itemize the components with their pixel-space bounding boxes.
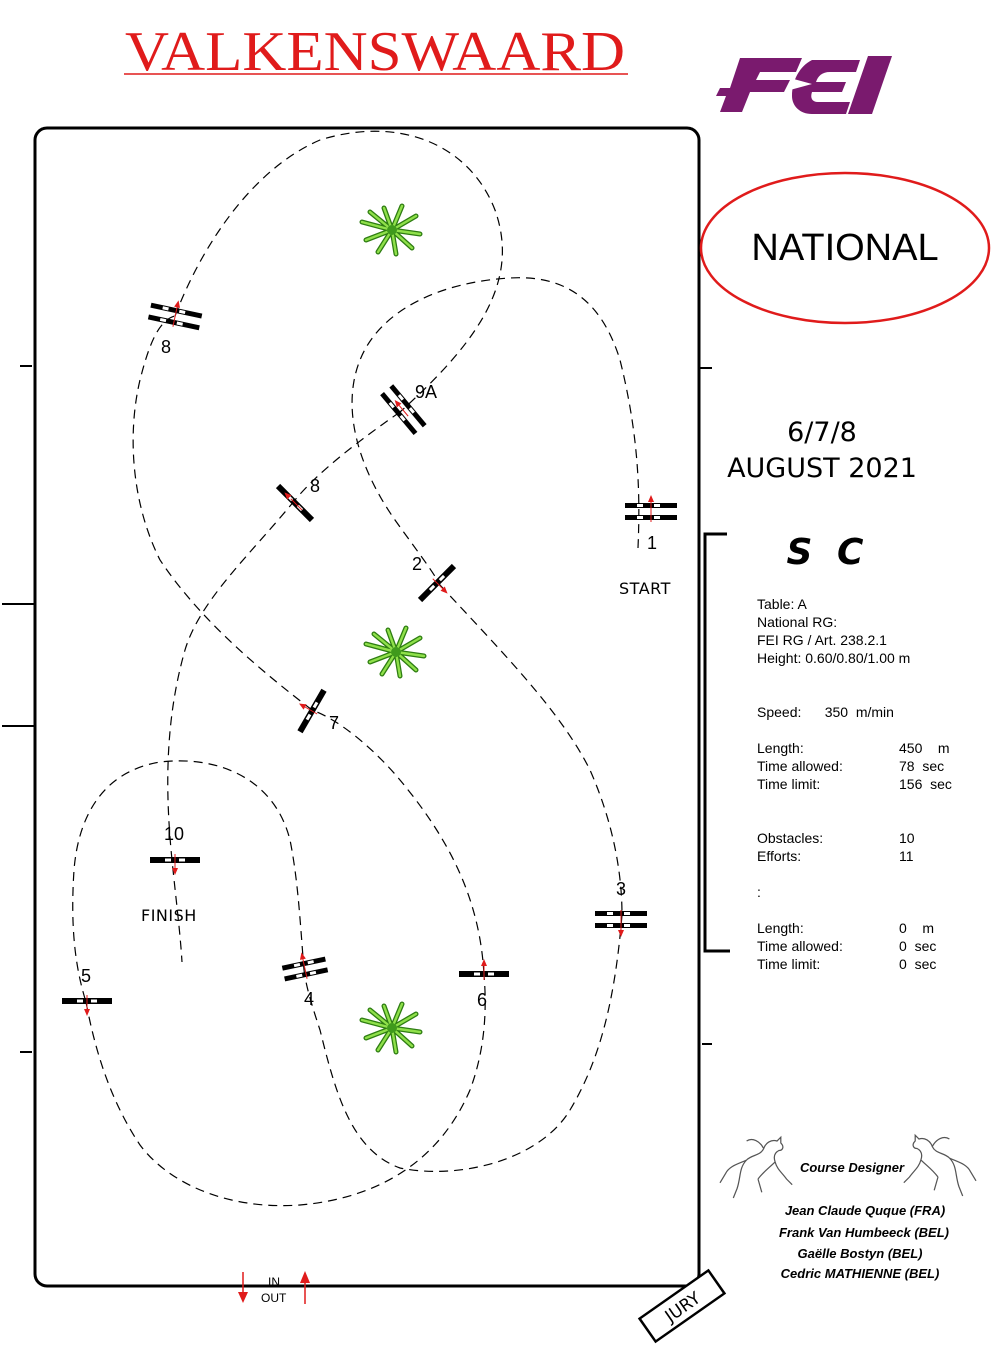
info-label: Time limit: (757, 776, 821, 792)
jury-label: JURY (661, 1288, 705, 1327)
event-date-days: 6/7/8 (787, 417, 857, 448)
info-label: Obstacles: (757, 830, 824, 846)
info-label: Table: A (757, 596, 807, 612)
obstacle-label: 8 (310, 476, 321, 496)
obstacle-label: 5 (81, 966, 92, 986)
course-designer-name: Cedric MATHIENNE (BEL) (780, 1266, 940, 1281)
info-label: Length: (757, 740, 804, 756)
obstacle-label: 4 (304, 989, 315, 1009)
info-label: Time limit: (757, 956, 821, 972)
obstacle (416, 562, 465, 611)
plant-icon (362, 206, 420, 254)
obstacle-label: 9A (415, 382, 438, 402)
info-value: 0 sec (899, 938, 937, 954)
info-value: 78 sec (899, 758, 945, 774)
info-label: Efforts: (757, 848, 802, 864)
jury-box (640, 1270, 725, 1341)
event-date-month: AUGUST 2021 (727, 453, 917, 484)
obstacle (625, 495, 677, 522)
info-value: 156 sec (899, 776, 952, 792)
course-designer-name: Gaëlle Bostyn (BEL) (797, 1246, 923, 1261)
info-label: Height: 0.60/0.80/1.00 m (757, 650, 911, 666)
obstacle-label: 7 (329, 713, 340, 733)
gate-in-label: IN (268, 1275, 280, 1289)
obstacle-label: 2 (412, 554, 423, 574)
riding-path (73, 131, 639, 1205)
course-designer-name: Frank Van Humbeeck (BEL) (778, 1225, 950, 1240)
info-value: 10 (899, 830, 915, 846)
info-label: Speed: 350 m/min (757, 704, 894, 720)
info-label: National RG: (757, 614, 838, 630)
obstacle-label: 10 (164, 824, 185, 844)
info-label: FEI RG / Art. 238.2.1 (757, 632, 887, 648)
obstacle (459, 959, 509, 980)
info-value: 11 (899, 848, 914, 864)
info-value: 0 m (899, 920, 935, 936)
obstacle-label: 8 (161, 337, 172, 357)
info-label: : (757, 884, 761, 900)
obstacle (595, 910, 647, 937)
plant-icon (366, 628, 424, 676)
obstacle (287, 683, 329, 735)
obstacle-label: 1 (647, 533, 658, 553)
course-designer-name: Jean Claude Quque (FRA) (784, 1203, 946, 1218)
info-label: Time allowed: (757, 758, 843, 774)
start-label: START (619, 579, 671, 598)
info-label: Length: (757, 920, 804, 936)
venue-title: VALKENSWAARD (125, 21, 625, 83)
finish-label: FINISH (141, 906, 197, 925)
course-designer-block (720, 1135, 976, 1281)
plant-icon (362, 1004, 420, 1052)
info-label: Time allowed: (757, 938, 843, 954)
info-panel (757, 596, 952, 972)
class-code: S C (786, 532, 870, 573)
obstacle (62, 995, 112, 1016)
obstacle (150, 854, 200, 875)
arena-markers (2, 366, 712, 1052)
info-value: 0 sec (899, 956, 937, 972)
arena-boundary (35, 128, 699, 1286)
class-badge: NATIONAL (751, 227, 939, 269)
obstacle (280, 948, 329, 984)
gate-out-label: OUT (261, 1291, 287, 1305)
obstacle-label: 3 (616, 879, 627, 899)
horse-left-icon (720, 1137, 792, 1198)
entry-gate (238, 1271, 310, 1305)
horse-right-icon (904, 1135, 976, 1196)
obstacle-label: 6 (477, 990, 488, 1010)
course-designer-title: Course Designer (799, 1160, 905, 1175)
info-bracket (705, 534, 730, 951)
obstacle (147, 295, 203, 332)
info-value: 450 m (899, 740, 950, 756)
